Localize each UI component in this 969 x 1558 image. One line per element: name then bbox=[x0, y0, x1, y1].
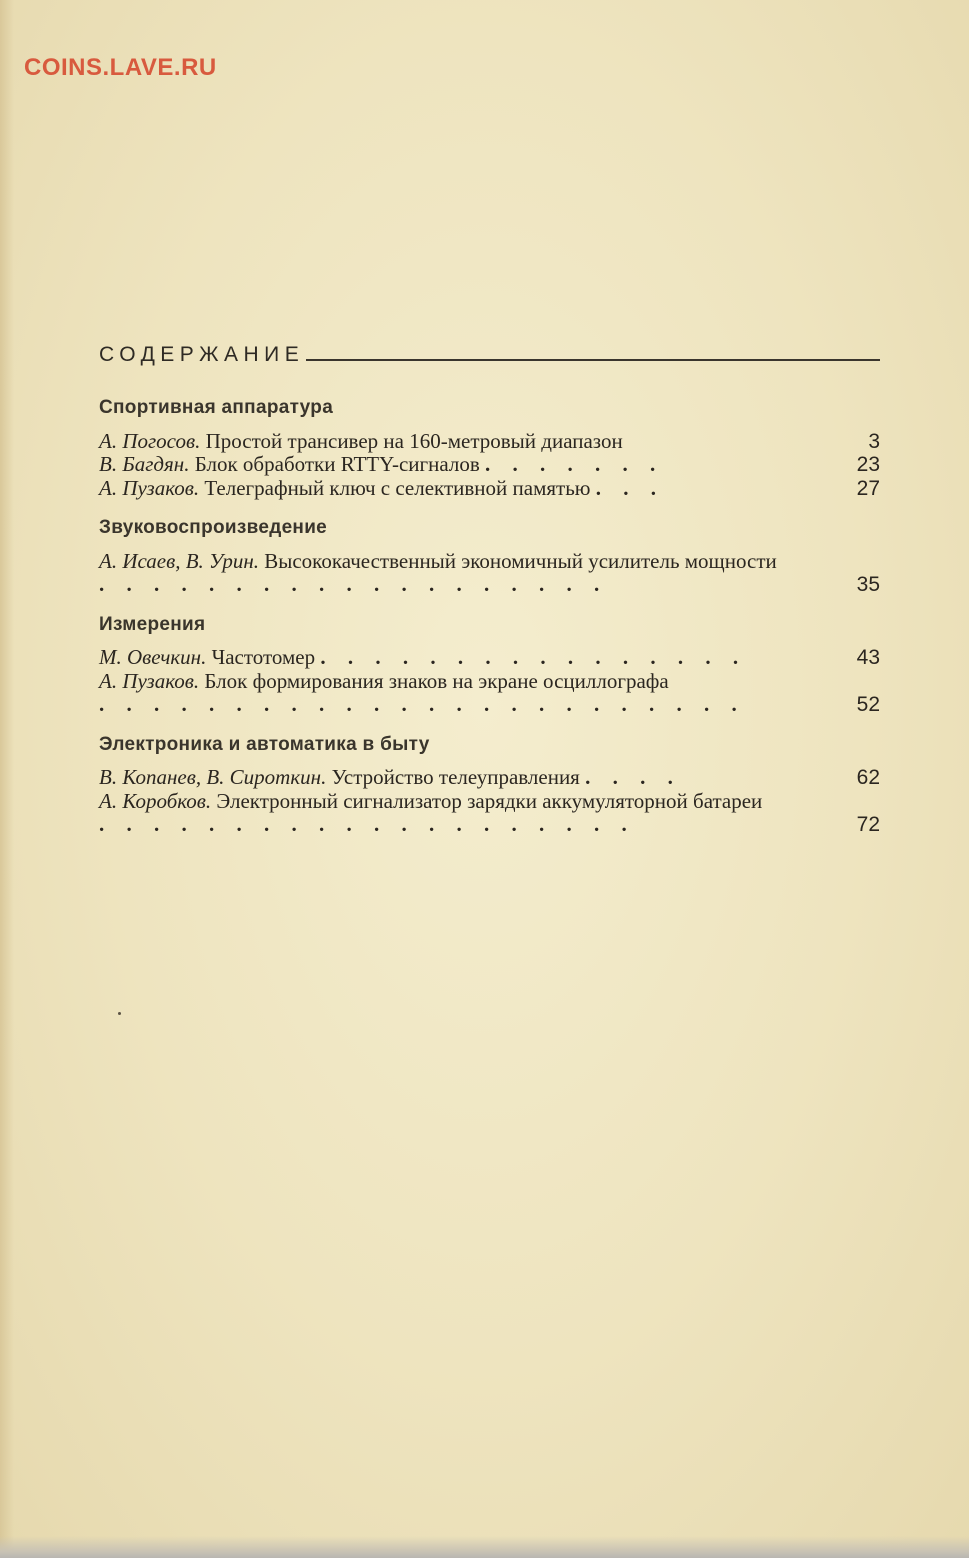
toc-entry bbox=[99, 453, 880, 477]
entry-page-number: 52 bbox=[856, 693, 880, 716]
section-title: Звуковоспроизведение bbox=[99, 517, 328, 538]
entry-author: А. Пузаков. bbox=[99, 475, 200, 500]
entry-page-number: 35 bbox=[856, 573, 880, 596]
toc-entry bbox=[99, 550, 880, 597]
entry-page-number: 23 bbox=[856, 453, 880, 476]
entry-title: Телеграфный ключ с селективной памятью bbox=[204, 475, 591, 500]
entry-page-number: 72 bbox=[856, 813, 880, 836]
entry-text bbox=[99, 453, 810, 477]
toc-section bbox=[99, 516, 880, 597]
table-of-contents bbox=[99, 336, 880, 853]
page-left-edge bbox=[0, 0, 14, 1558]
entry-page-number: 62 bbox=[856, 766, 880, 789]
entry-title: Блок обработки RTTY-сигналов bbox=[194, 452, 480, 476]
entry-title: Простой трансивер на 160-метровый диапазон bbox=[205, 428, 623, 453]
entry-text bbox=[99, 550, 810, 597]
entry-title: Устройство телеуправления bbox=[331, 765, 580, 789]
toc-entry bbox=[99, 646, 880, 670]
entry-title: Блок формирования знаков на экране осциллографа bbox=[204, 668, 669, 693]
entry-text bbox=[99, 790, 810, 837]
toc-entry bbox=[99, 430, 880, 454]
entry-page-number: 3 bbox=[868, 429, 880, 453]
entry-text bbox=[99, 646, 810, 670]
entry-author: В. Багдян. bbox=[99, 452, 190, 476]
entry-title: Высококачественный экономичный усилитель мощности bbox=[264, 548, 777, 573]
toc-entry bbox=[99, 477, 880, 501]
entry-text bbox=[99, 670, 810, 717]
entry-leader-dots: . . . . . . . . . . . . . . . . . . . . bbox=[99, 812, 636, 836]
toc-section bbox=[99, 613, 880, 717]
paper-speck bbox=[118, 1012, 121, 1015]
entry-page-number: 27 bbox=[856, 476, 880, 500]
entry-author: А. Коробков. bbox=[99, 788, 212, 813]
toc-section bbox=[99, 396, 880, 500]
section-title: Электроника и автоматика в быту bbox=[99, 733, 430, 755]
entry-leader-dots: . . . . . . . . . . . . . . . . . . . bbox=[99, 572, 608, 596]
toc-section bbox=[99, 733, 880, 837]
entry-author: А. Пузаков. bbox=[99, 668, 200, 693]
entry-leader-dots: . . . . . . . bbox=[485, 452, 664, 476]
entry-page-number: 43 bbox=[856, 646, 880, 669]
toc-entry bbox=[99, 670, 880, 717]
section-title: Спортивная аппаратура bbox=[99, 397, 334, 418]
toc-heading-text: СОДЕРЖАНИЕ bbox=[99, 342, 305, 366]
toc-heading-rule bbox=[306, 359, 880, 361]
entry-title: Электронный сигнализатор зарядки аккумуляторной батареи bbox=[216, 788, 763, 813]
entry-leader-dots: . . . bbox=[595, 475, 665, 500]
entry-author: А. Исаев, В. Урин. bbox=[99, 548, 259, 573]
entry-leader-dots: . . . . . . . . . . . . . . . . bbox=[320, 645, 747, 669]
entry-title: Частотомер bbox=[211, 645, 316, 669]
entry-leader-dots: . . . . bbox=[585, 765, 682, 789]
entry-leader-dots: . . . . . . . . . . . . . . . . . . . . . . . . bbox=[99, 692, 746, 716]
entry-author: В. Копанев, В. Сироткин. bbox=[99, 765, 327, 789]
toc-entry bbox=[99, 790, 880, 837]
entry-author: М. Овечкин. bbox=[99, 645, 207, 669]
watermark: COINS.LAVE.RU bbox=[24, 54, 217, 81]
page-bottom-edge bbox=[0, 1536, 969, 1558]
section-title: Измерения bbox=[99, 613, 206, 635]
toc-entry bbox=[99, 766, 880, 790]
entry-text bbox=[99, 430, 810, 454]
entry-text bbox=[99, 477, 810, 501]
entry-text bbox=[99, 766, 810, 790]
entry-author: А. Погосов. bbox=[99, 428, 201, 453]
toc-heading bbox=[99, 336, 880, 366]
